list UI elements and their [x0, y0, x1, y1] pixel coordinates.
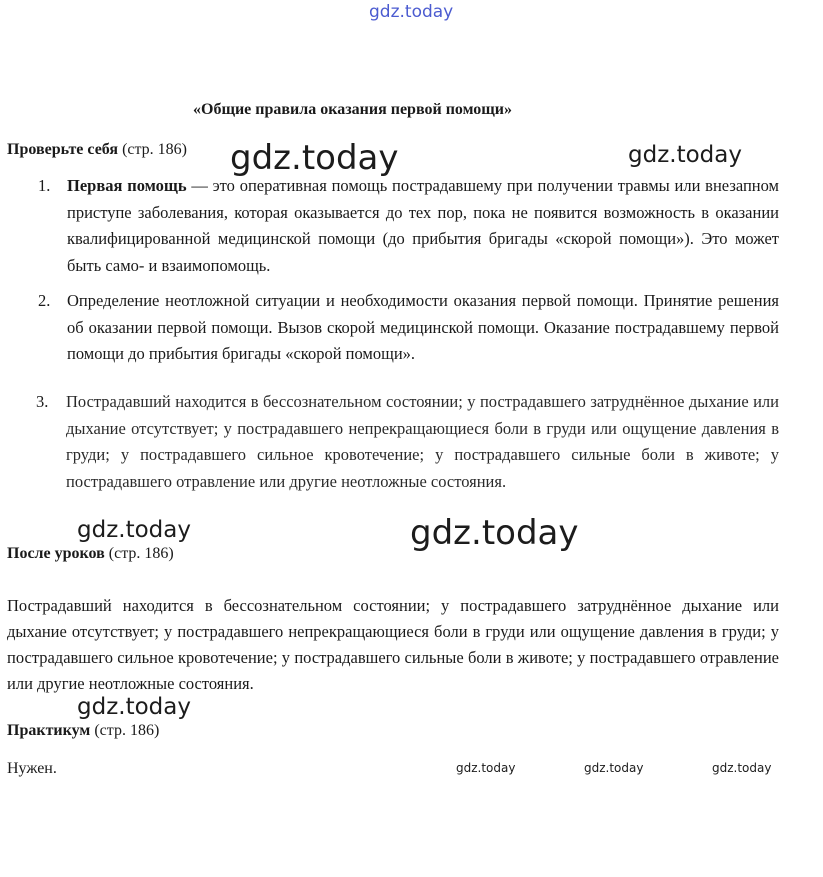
section-heading-after-lessons [7, 545, 174, 563]
list-item-number: 3. [36, 392, 49, 411]
page-title: «Общие правила оказания первой помощи» [193, 101, 513, 118]
watermark: gdz.today [584, 761, 644, 775]
definition: — это оперативная помощь пострадавшему при получении травмы или внезапном приступе заболевания, которая оказывается до тех пор, пока не появится возможность в оказании квалифицированной медицинской помощи (до прибытия бригады «скорой помощи»). Это может быть само- и взаимопомощь. [67, 176, 779, 275]
list-item: Пострадавший находится в бессознательном состоянии; у пострадавшего затруднённое дыхание или дыхание отсутствует; у пострадавшего непрекращающиеся боли в груди или ощущение давления в груди; у пострадавшего сильное кровотечение; у пострадавшего сильные боли в животе; у пострадавшего отравление или другие неотложные состояния. [66, 392, 779, 491]
section-heading-label: После уроков [7, 545, 105, 562]
section-page-ref: (стр. 186) [108, 545, 174, 562]
list-item-number: 1. [38, 176, 51, 195]
list-item: Определение неотложной ситуации и необходимости оказания первой помощи. Принятие решения об оказании первой помощи. Вызов скорой медицинской помощи. Оказание пострадавшему первой помощи до прибытия бригады «скорой помощи». [67, 291, 779, 363]
watermark: gdz.today [77, 517, 191, 543]
watermark: gdz.today [456, 761, 516, 775]
section-heading-label: Практикум [7, 722, 91, 739]
list-item [67, 173, 779, 279]
answer-text: Нужен. [7, 760, 57, 777]
section-heading-practicum [7, 722, 159, 740]
watermark-top: gdz.today [369, 2, 454, 22]
watermark: gdz.today [77, 694, 191, 720]
watermark: gdz.today [410, 513, 579, 553]
section-heading-check-yourself [7, 141, 187, 159]
section-page-ref: (стр. 186) [122, 141, 188, 158]
section-heading-label: Проверьте себя [7, 141, 119, 158]
term: Первая помощь [67, 176, 187, 195]
watermark: gdz.today [628, 142, 742, 168]
watermark: gdz.today [712, 761, 772, 775]
list-item-number: 2. [38, 291, 51, 310]
watermark: gdz.today [230, 138, 399, 178]
paragraph: Пострадавший находится в бессознательном состоянии; у пострадавшего затруднённое дыхание или дыхание отсутствует; у пострадавшего непрекращающиеся боли в груди или ощущение давления в груди; у пострадавшего сильное кровотечение; у пострадавшего сильные боли в животе; у пострадавшего отравление или другие неотложные состояния. [7, 596, 779, 693]
section-page-ref: (стр. 186) [94, 722, 160, 739]
